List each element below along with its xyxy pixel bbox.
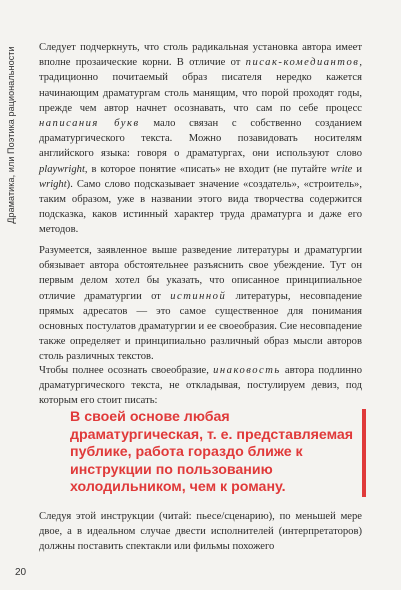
- pull-quote-text: В своей основе любая драматургическая, т. е. представляемая публике, работа гораздо ближе к инструкции по пользованию холодильником, чем к роману.: [70, 409, 354, 496]
- running-head-text: Драматика, или Поэтика рациональности: [6, 46, 16, 224]
- pull-quote: [70, 409, 366, 497]
- paragraph-2: Разумеется, заявленное выше разведение литературы и драматургии обязывает автора обстоятельнее разъяснить свое убеждение. Тут он первым делом хотел бы указать, что описанное принципиальное отличие драматургии от истинной литературы, несовпадение прямых адресатов — это самое существенное для понимания основных постулатов драматургии и ее своеобразия. Сие несовпадение также определяет и принципиально различный образ мысли авторов столь различных текстов.: [39, 245, 362, 363]
- page-number: 20: [15, 567, 27, 578]
- paragraph-3: Чтобы полнее осознать своеобразие, инаковость автора подлинно драматургического текста, не откладывая, постулируем девиз, под которым его стоит писать:: [39, 365, 362, 407]
- running-head: [2, 20, 20, 250]
- paragraph-4: Следуя этой инструкции (читай: пьесе/сценарию), по меньшей мере двое, а в идеальном случае двести исполнителей (интерпретаторов) должны поставить спектакли или фильмы похожего: [39, 511, 362, 553]
- paragraph-1: Следует подчеркнуть, что столь радикальная установка автора имеет вполне прозаические корни. В отличие от писак-комедиантов, традиционно почитаемый образ писателя нередко кажется начинающим драматургам столь манящим, что порой проходят годы, прежде чем автор начнет осознавать, что сам по себе процесс написания букв мало связан с собственно созданием драматургического текста. Можно позавидовать носителям английского языка: говоря о драматургах, они используют слово playwright, в которое понятие «писать» не входит (не путайте write и wright). Само слово подсказывает значение «создатель», «строитель», таким образом, уже в названии этого вида творчества содержится подсказка, каков истинный характер труда драматурга и даже его методов.: [39, 42, 362, 236]
